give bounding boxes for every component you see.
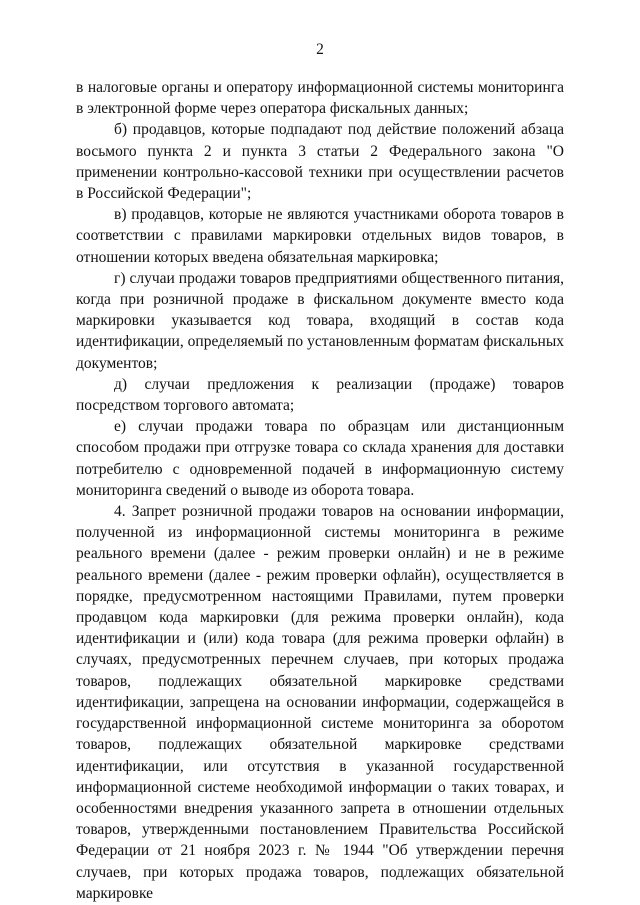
paragraph-item-d: д) случаи предложения к реализации (продаже) товаров посредством торгового автомата; — [76, 375, 564, 415]
paragraph-item-e: е) случаи продажи товара по образцам или дистанционным способом продажи при отгрузке товара со склада хранения для доставки потребителю с одновременной подачей в информационную систему мониторинга сведений о выводе из оборота товара. — [76, 418, 564, 499]
paragraph-clause-4: 4. Запрет розничной продажи товаров на основании информации, полученной из информационной системы мониторинга в режиме реального времени (далее - режим проверки онлайн) и не в режиме реального времени (далее - режим проверки офлайн), осуществляется в порядке, предусмотренном настоящими Правилами, путем проверки продавцом кода маркировки (для режима проверки онлайн), кода идентификации и (или) кода товара (для режима проверки офлайн) в случаях, предусмотренных перечнем случаев, при которых продажа товаров, подлежащих обязательной маркировке средствами идентификации, запрещена на основании информации, содержащейся в государственной информационной системе мониторинга за оборотом товаров, подлежащих обязательной маркировке средствами идентификации, или отсутствия в указанной государственной информационной системе необходимой информации о таких товарах, и особенностями внедрения указанного запрета в отношении отдельных товаров, утвержденными постановлением Правительства Российской Федерации от 21 ноября 2023 г. № 1944 "Об утверждении перечня случаев, при которых продажа товаров, подлежащих обязательной маркировке — [76, 503, 564, 902]
page-number: 2 — [316, 41, 324, 58]
document-body — [76, 77, 564, 904]
paragraph-item-g: г) случаи продажи товаров предприятиями общественного питания, когда при розничной продаже в фискальном документе вместо кода маркировки указывается код товара, входящий в состав кода идентификации, определяемый по установленным форматам фискальных документов; — [76, 269, 564, 372]
paragraph-continuation: в налоговые органы и оператору информационной системы мониторинга в электронной форме через оператора фискальных данных; — [76, 79, 564, 118]
paragraph-item-b: б) продавцов, которые подпадают под действие положений абзаца восьмого пункта 2 и пункта 3 статьи 2 Федерального закона "О применении контрольно-кассовой техники при осуществлении расчетов в Российской Федерации"; — [76, 121, 564, 203]
paragraph-item-v: в) продавцов, которые не являются участниками оборота товаров в соответствии с правилами маркировки отдельных видов товаров, в отношении которых введена обязательная маркировка; — [76, 206, 564, 266]
